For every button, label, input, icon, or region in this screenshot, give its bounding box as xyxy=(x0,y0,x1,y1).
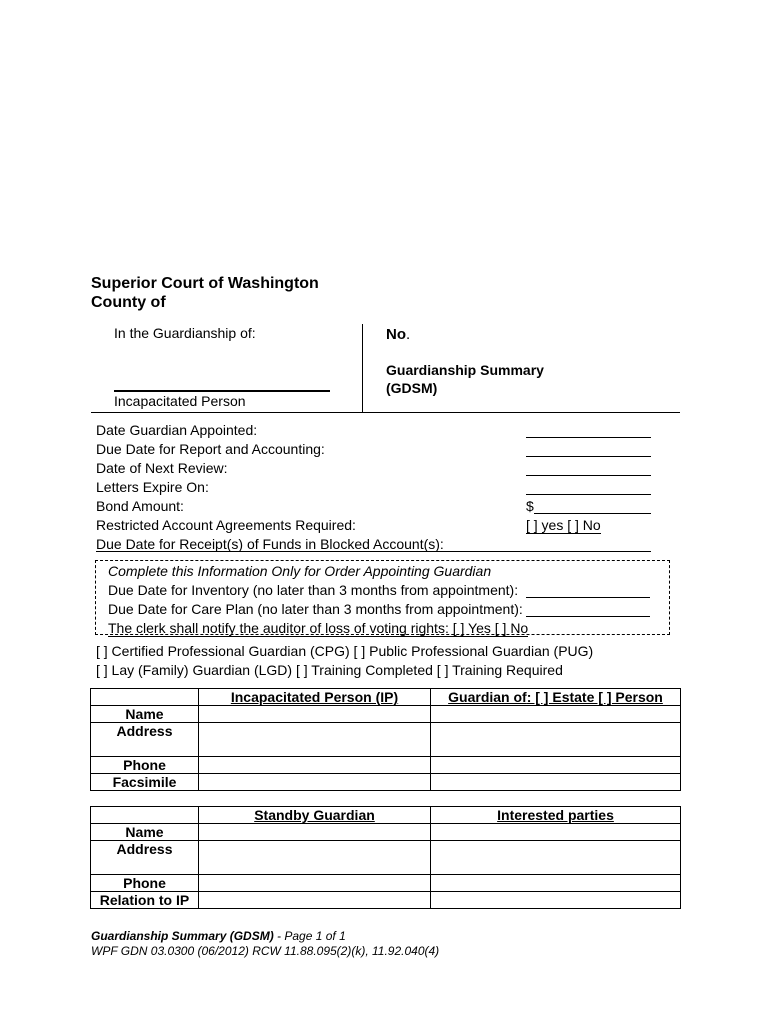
table-row xyxy=(91,706,681,723)
caption-bottom-rule xyxy=(91,412,680,413)
guardian-type-line2[interactable]: [ ] Lay (Family) Guardian (LGD) [ ] Training Completed [ ] Training Required xyxy=(96,662,563,678)
case-number-text: No xyxy=(386,326,406,343)
row-label-relation: Relation to IP xyxy=(91,892,199,909)
standby-column-title: Standby Guardian xyxy=(254,807,375,823)
field-report-due xyxy=(96,441,652,460)
field-label: Restricted Account Agreements Required: xyxy=(96,517,356,533)
restricted-account-checkboxes[interactable]: [ ] yes [ ] No xyxy=(526,517,601,533)
row-label-address: Address xyxy=(91,723,199,757)
table-row xyxy=(91,774,681,791)
court-header xyxy=(91,274,319,312)
guardian-of-checkboxes[interactable]: : [ ] Estate [ ] Person xyxy=(526,689,663,705)
ip-phone-cell[interactable] xyxy=(199,757,431,774)
table-row xyxy=(91,757,681,774)
field-blocked-account-due xyxy=(96,536,652,555)
report-due-blank[interactable] xyxy=(526,441,651,457)
order-information-box xyxy=(95,560,670,635)
date-appointed-blank[interactable] xyxy=(526,422,651,438)
page-footer xyxy=(91,929,439,959)
row-label-name: Name xyxy=(91,706,199,723)
ip-address-cell[interactable] xyxy=(199,723,431,757)
footer-form-title: Guardianship Summary (GDSM) xyxy=(91,929,274,943)
interested-column-title: Interested parties xyxy=(497,807,614,823)
standby-column-header xyxy=(199,807,431,824)
table-corner-cell xyxy=(91,689,199,706)
table-row xyxy=(91,824,681,841)
care-plan-due-blank[interactable] xyxy=(526,601,650,617)
blocked-account-blank[interactable] xyxy=(96,536,651,552)
table-row xyxy=(91,875,681,892)
interested-relation-cell[interactable] xyxy=(431,892,681,909)
field-letters-expire xyxy=(96,479,652,498)
row-label-name: Name xyxy=(91,824,199,841)
document-title-line2: (GDSM) xyxy=(386,380,438,396)
table-row xyxy=(91,723,681,757)
guardian-facsimile-cell[interactable] xyxy=(431,774,681,791)
guardian-name-cell[interactable] xyxy=(431,706,681,723)
field-label: Date of Next Review: xyxy=(96,460,228,476)
next-review-blank[interactable] xyxy=(526,460,651,476)
letters-expire-blank[interactable] xyxy=(526,479,651,495)
guardian-type-line1[interactable]: [ ] Certified Professional Guardian (CPG) [ ] Public Professional Guardian (PUG) xyxy=(96,643,594,659)
bond-amount-blank[interactable] xyxy=(534,498,651,514)
footer-line1 xyxy=(91,929,439,944)
standby-relation-cell[interactable] xyxy=(199,892,431,909)
field-label: Due Date for Receipt(s) of Funds in Blocked Account(s): xyxy=(96,536,444,552)
incapacitated-person-label: Incapacitated Person xyxy=(114,393,246,409)
standby-phone-cell[interactable] xyxy=(199,875,431,892)
voting-rights-line[interactable]: The clerk shall notify the auditor of loss of voting rights: [ ] Yes [ ] No xyxy=(108,620,529,636)
field-next-review xyxy=(96,460,652,479)
field-date-appointed xyxy=(96,422,652,441)
ip-name-cell[interactable] xyxy=(199,706,431,723)
row-label-phone: Phone xyxy=(91,875,199,892)
table-row xyxy=(91,841,681,875)
table-row xyxy=(91,892,681,909)
guardian-of-label: Guardian of xyxy=(448,689,527,705)
care-plan-due-label: Due Date for Care Plan (no later than 3 months from appointment): xyxy=(108,601,523,617)
standby-address-cell[interactable] xyxy=(199,841,431,875)
bond-dollar-sign: $ xyxy=(526,498,534,514)
standby-name-cell[interactable] xyxy=(199,824,431,841)
guardian-address-cell[interactable] xyxy=(431,723,681,757)
guardian-column-header xyxy=(431,689,681,706)
field-label: Date Guardian Appointed: xyxy=(96,422,258,438)
interested-address-cell[interactable] xyxy=(431,841,681,875)
table-corner-cell xyxy=(91,807,199,824)
ip-column-title: Incapacitated Person (IP) xyxy=(230,689,399,705)
field-label: Due Date for Report and Accounting: xyxy=(96,441,325,457)
guardian-phone-cell[interactable] xyxy=(431,757,681,774)
standby-interested-table xyxy=(90,806,681,909)
row-label-phone: Phone xyxy=(91,757,199,774)
table-header-row xyxy=(91,689,681,706)
field-label: Bond Amount: xyxy=(96,498,184,514)
inventory-due-label: Due Date for Inventory (no later than 3 months from appointment): xyxy=(108,582,519,598)
interested-phone-cell[interactable] xyxy=(431,875,681,892)
row-label-address: Address xyxy=(91,841,199,875)
document-title-line1: Guardianship Summary xyxy=(386,362,544,378)
table-header-row xyxy=(91,807,681,824)
footer-form-reference: WPF GDN 03.0300 (06/2012) RCW 11.88.095(2)(k), 11.92.040(4) xyxy=(91,944,440,958)
order-box-note: Complete this Information Only for Order Appointing Guardian xyxy=(108,563,492,579)
county-label: County of xyxy=(91,294,166,311)
field-restricted-account xyxy=(96,517,652,536)
field-bond-amount xyxy=(96,498,652,517)
case-number-period: . xyxy=(406,326,411,343)
interested-name-cell[interactable] xyxy=(431,824,681,841)
caption-divider xyxy=(362,324,363,412)
ip-facsimile-cell[interactable] xyxy=(199,774,431,791)
guardianship-of-label: In the Guardianship of: xyxy=(114,325,256,341)
field-label: Letters Expire On: xyxy=(96,479,209,495)
ip-column-header xyxy=(199,689,431,706)
name-signature-line[interactable] xyxy=(114,390,330,392)
case-number-label xyxy=(386,326,410,343)
inventory-due-blank[interactable] xyxy=(526,582,650,598)
footer-page-number: - Page 1 of 1 xyxy=(273,929,346,943)
row-label-facsimile: Facsimile xyxy=(91,774,199,791)
document-title xyxy=(386,361,544,397)
ip-guardian-table xyxy=(90,688,681,791)
court-name: Superior Court of Washington xyxy=(91,275,319,292)
interested-column-header xyxy=(431,807,681,824)
